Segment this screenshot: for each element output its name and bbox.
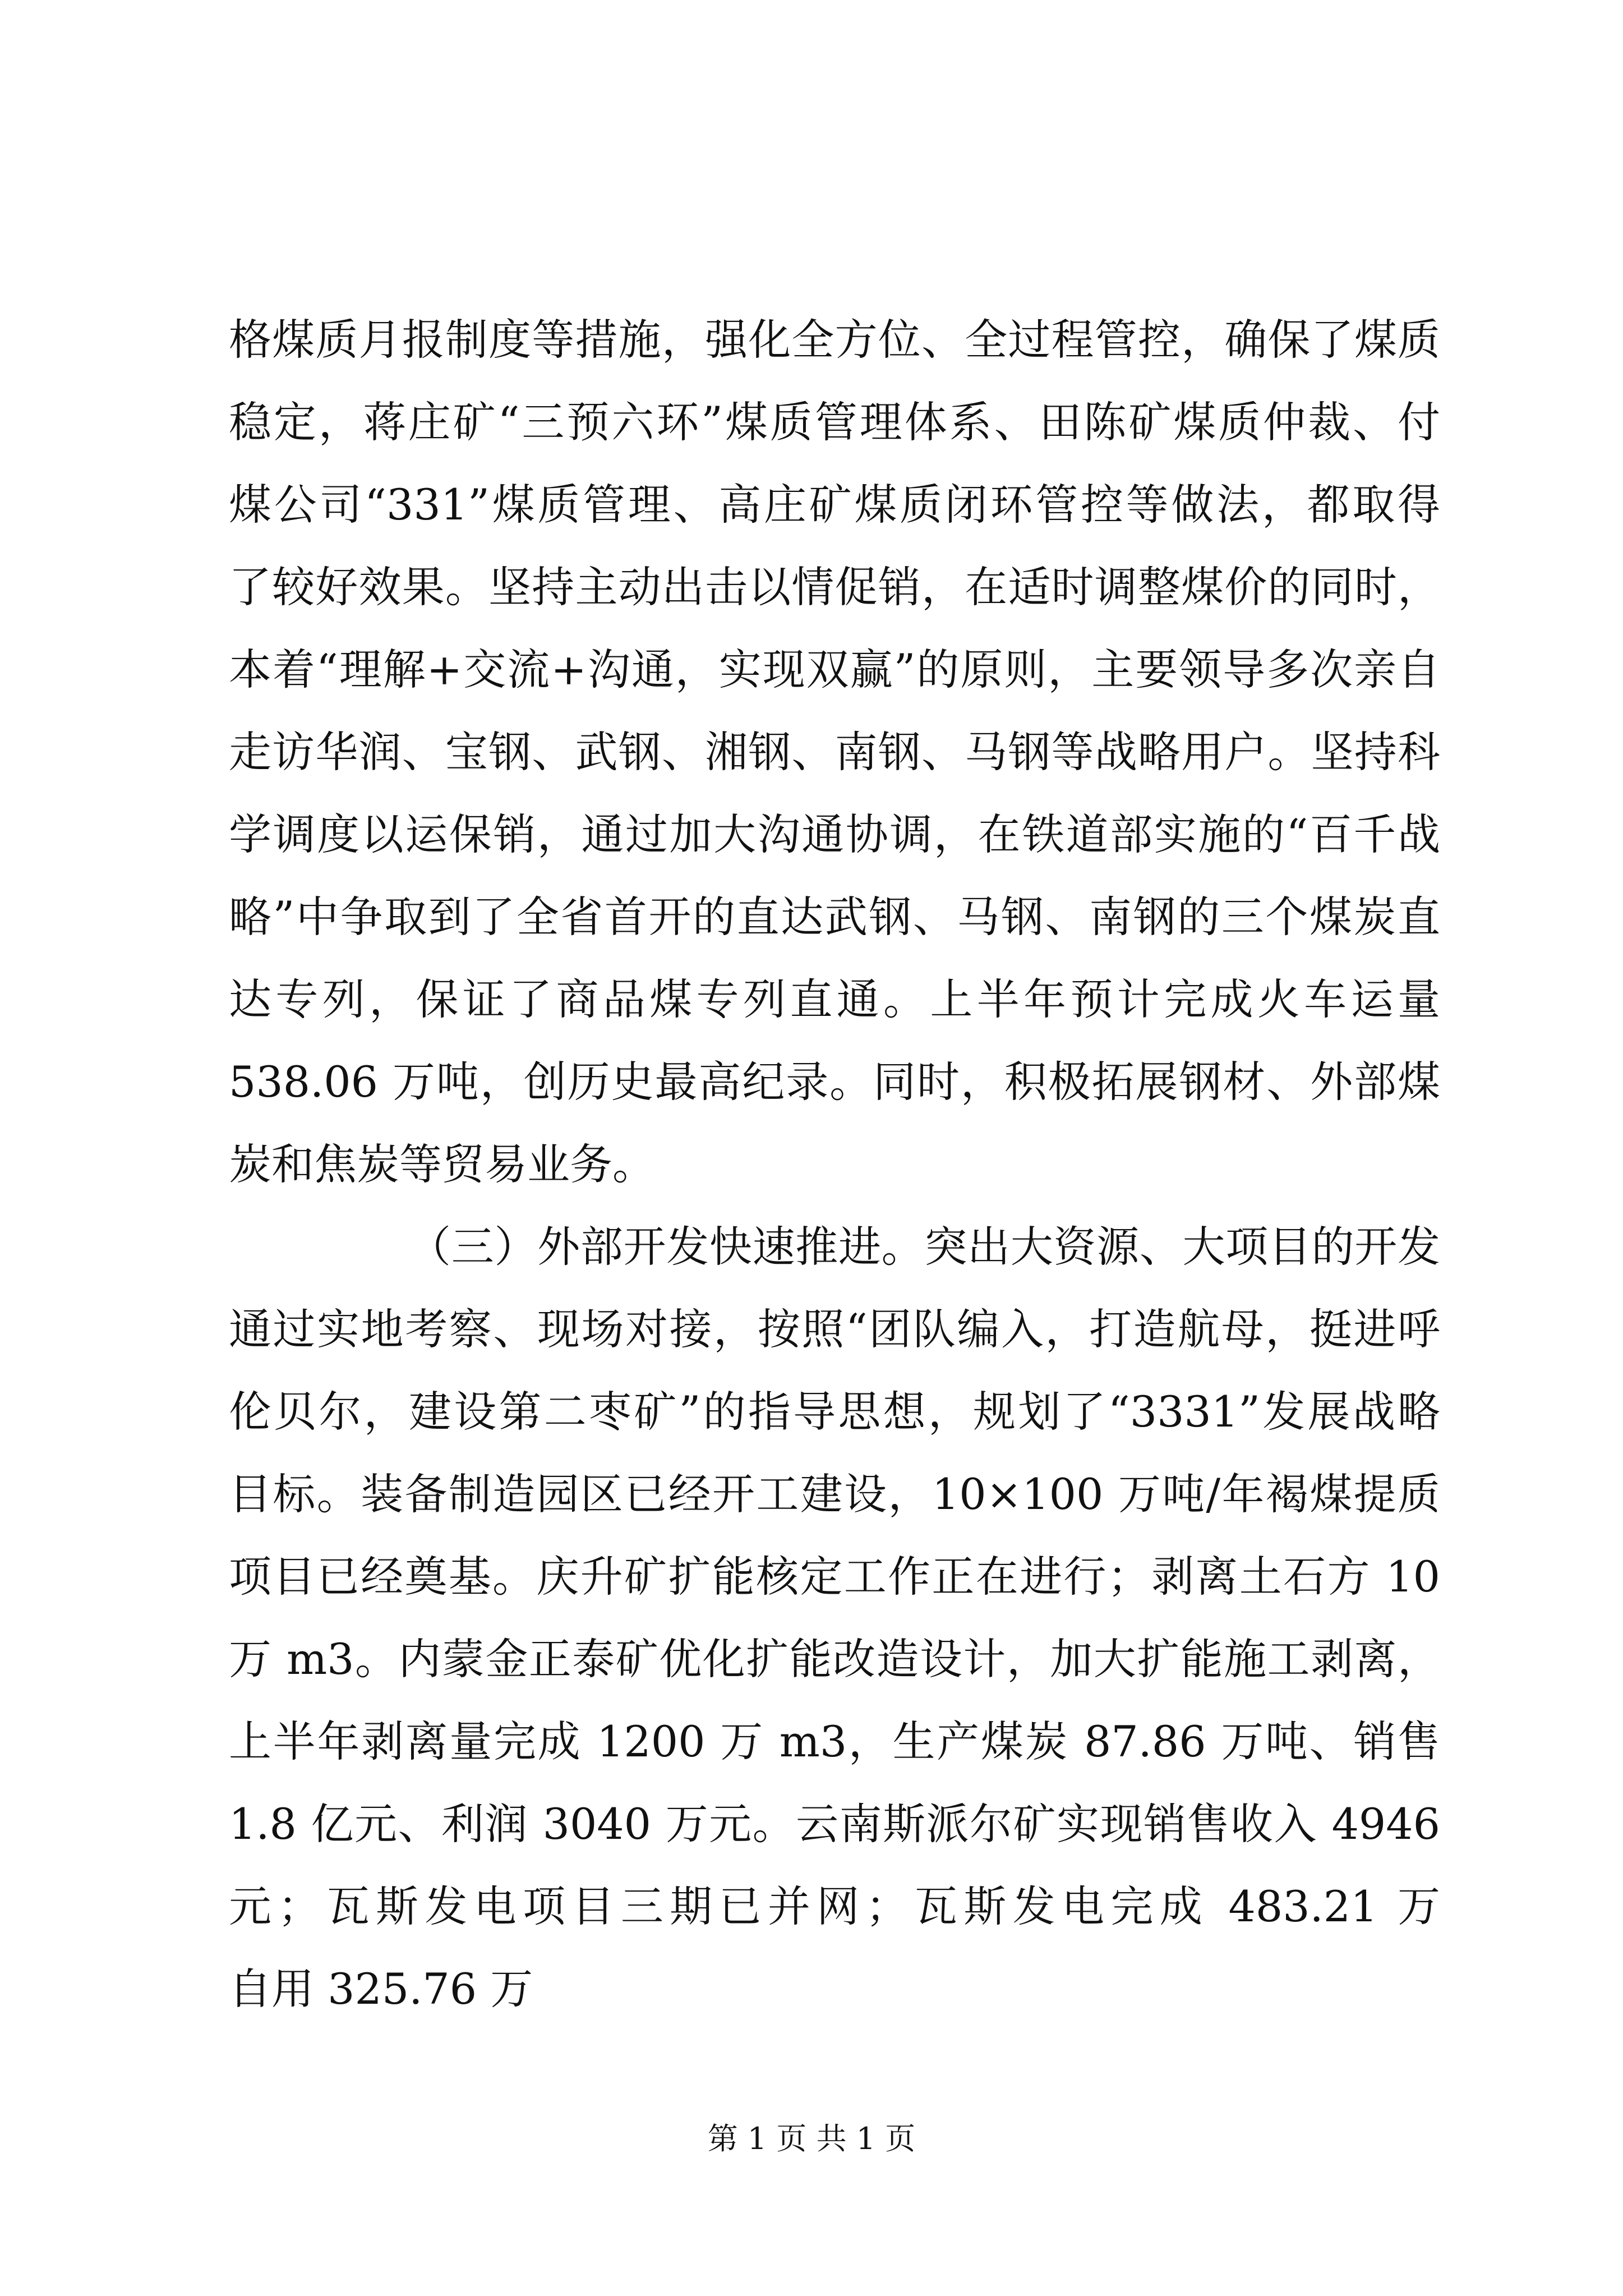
text-line: 走访华润、宝钢、武钢、湘钢、南钢、马钢等战略用户。坚持科 bbox=[229, 727, 1440, 777]
text-line: 项目已经奠基。庆升矿扩能核定工作正在进行；剥离土石方 10 bbox=[229, 1552, 1440, 1602]
text-line: 了较好效果。坚持主动出击以情促销，在适时调整煤价的同时， bbox=[229, 562, 1440, 612]
text-line: 稳定，蒋庄矿“三预六环”煤质管理体系、田陈矿煤质仲裁、付 bbox=[229, 397, 1440, 447]
text-line: 万 m3。内蒙金正泰矿优化扩能改造设计，加大扩能施工剥离， bbox=[229, 1634, 1440, 1684]
text-line: 略”中争取到了全省首开的直达武钢、马钢、南钢的三个煤炭直 bbox=[229, 892, 1440, 942]
text-line: 538.06 万吨，创历史最高纪录。同时，积极拓展钢材、外部煤 bbox=[229, 1057, 1440, 1107]
page-number-footer: 第 1 页 共 1 页 bbox=[707, 2121, 916, 2156]
text-line: 煤公司“331”煤质管理、高庄矿煤质闭环管控等做法，都取得 bbox=[229, 480, 1440, 530]
section-heading-line: （三）外部开发快速推进。突出大资源、大项目的开发 bbox=[408, 1222, 1440, 1272]
text-line: 学调度以运保销，通过加大沟通协调，在铁道部实施的“百千战 bbox=[229, 809, 1440, 859]
text-line: 伦贝尔，建设第二枣矿”的指导思想，规划了“3331”发展战略 bbox=[229, 1387, 1440, 1437]
text-line: 元；瓦斯发电项目三期已并网；瓦斯发电完成 483.21 万 bbox=[229, 1881, 1440, 1931]
text-line: 上半年剥离量完成 1200 万 m3，生产煤炭 87.86 万吨、销售 bbox=[229, 1717, 1440, 1766]
text-line: 目标。装备制造园区已经开工建设，10×100 万吨/年褐煤提质 bbox=[229, 1469, 1440, 1519]
text-line: 1.8 亿元、利润 3040 万元。云南斯派尔矿实现销售收入 4946 bbox=[229, 1799, 1440, 1849]
text-line: 格煤质月报制度等措施，强化全方位、全过程管控，确保了煤质 bbox=[229, 315, 1440, 365]
text-line: 通过实地考察、现场对接，按照“团队编入，打造航母，挺进呼 bbox=[229, 1304, 1440, 1354]
text-line: 本着“理解+交流+沟通，实现双赢”的原则，主要领导多次亲自 bbox=[229, 645, 1440, 694]
document-body bbox=[229, 298, 1440, 2030]
text-line: 炭和焦炭等贸易业务。 bbox=[229, 1139, 655, 1189]
text-line: 自用 325.76 万 bbox=[229, 1964, 533, 2014]
text-line: 达专列，保证了商品煤专列直通。上半年预计完成火车运量 bbox=[229, 974, 1440, 1024]
